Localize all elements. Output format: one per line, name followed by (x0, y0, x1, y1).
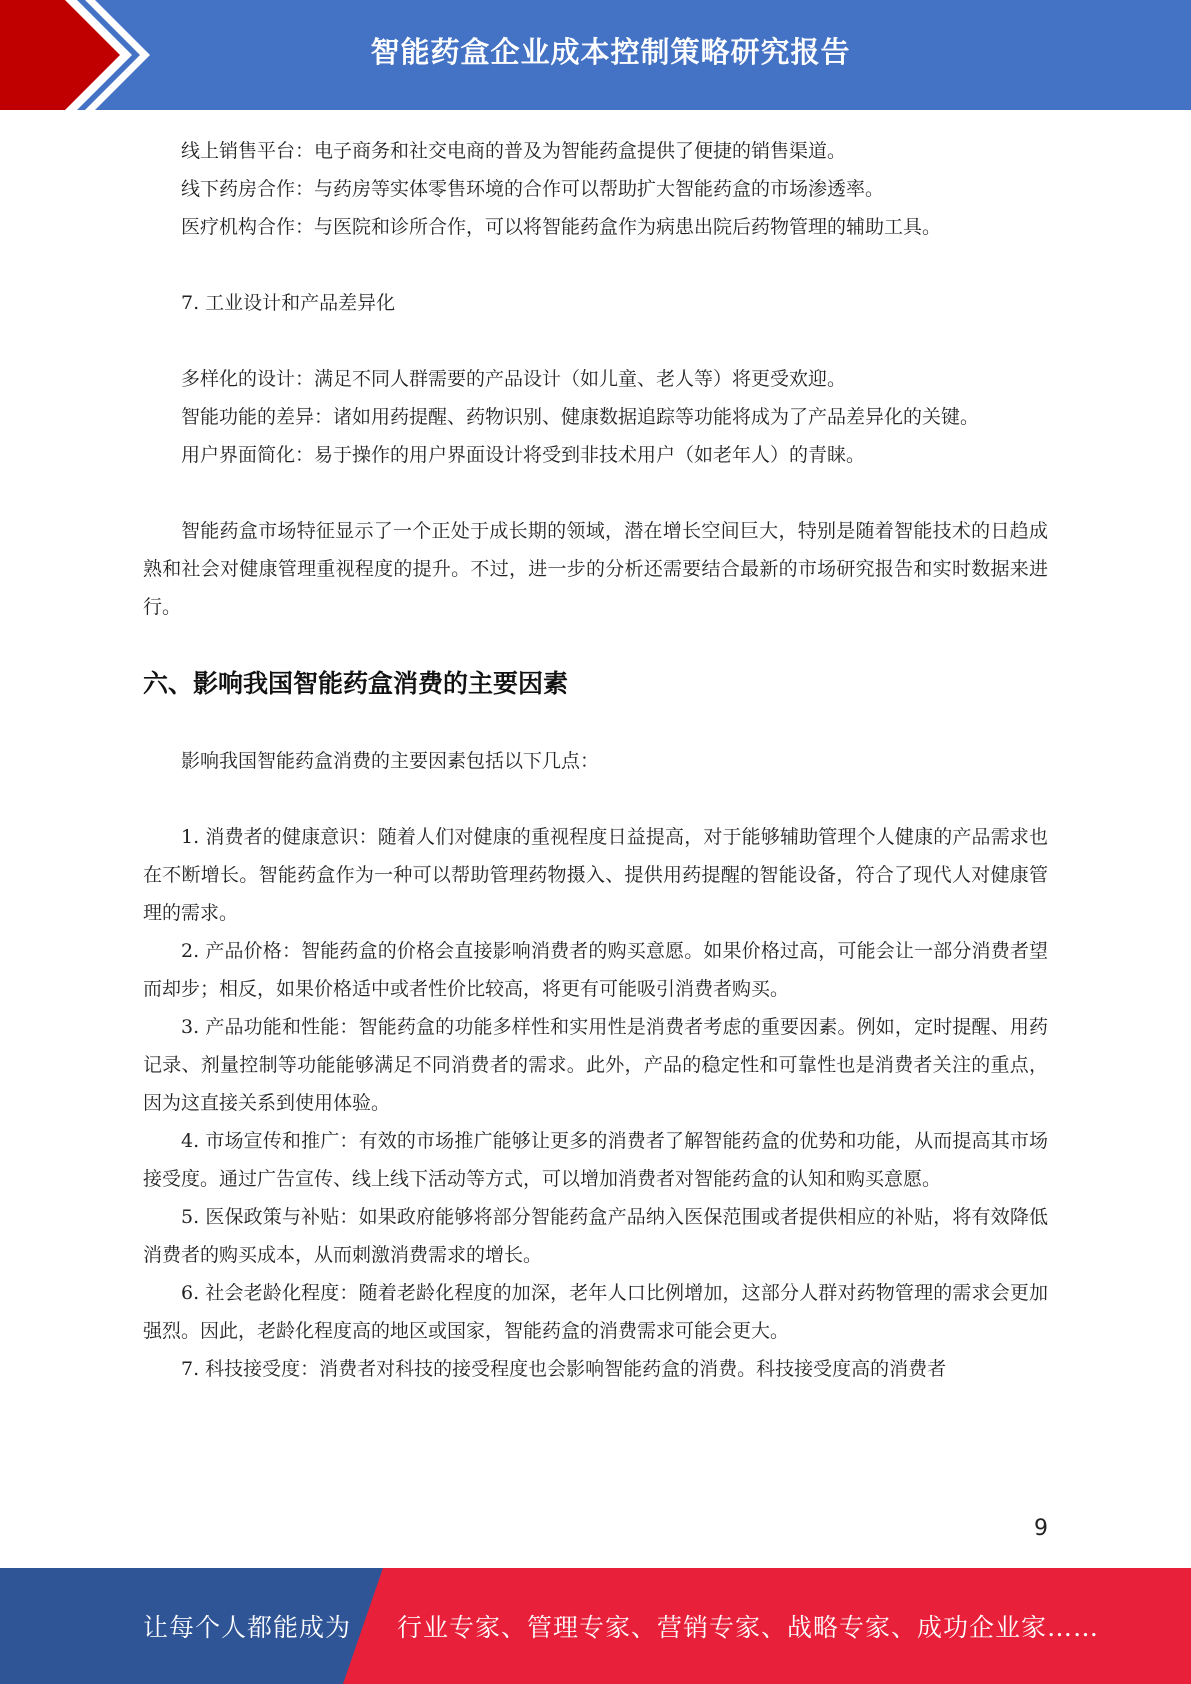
section-intro: 影响我国智能药盒消费的主要因素包括以下几点： (181, 750, 600, 772)
summary-paragraph: 智能药盒市场特征显示了一个正处于成长期的领域，潜在增长空间巨大，特别是随着智能技术的日趋成熟和社会对健康管理重视程度的提升。不过，进一步的分析还需要结合最新的市场研究报告和实时数据来进行。 (143, 520, 1048, 618)
factor-item: 7. 科技接受度：消费者对科技的接受程度也会影响智能药盒的消费。科技接受度高的消费者 (181, 1358, 947, 1380)
paragraph: 智能功能的差异：诸如用药提醒、药物识别、健康数据追踪等功能将成为了产品差异化的关键。 (181, 406, 980, 428)
factor-item: 6. 社会老龄化程度：随着老龄化程度的加深，老年人口比例增加，这部分人群对药物管理的需求会更加强烈。因此，老龄化程度高的地区或国家，智能药盒的消费需求可能会更大。 (143, 1282, 1048, 1342)
page-number: 9 (1034, 1516, 1048, 1541)
footer-slogan-right: 行业专家、管理专家、营销专家、战略专家、成功企业家…… (397, 1613, 1100, 1642)
page-header (0, 0, 1191, 110)
section-heading: 六、影响我国智能药盒消费的主要因素 (143, 669, 569, 698)
factor-item: 2. 产品价格：智能药盒的价格会直接影响消费者的购买意愿。如果价格过高，可能会让一部分消费者望而却步；相反，如果价格适中或者性价比较高，将更有可能吸引消费者购买。 (143, 940, 1048, 1000)
document-title: 智能药盒企业成本控制策略研究报告 (370, 34, 851, 69)
page-footer (0, 1568, 1191, 1684)
numbered-heading: 7. 工业设计和产品差异化 (181, 292, 396, 314)
factor-item: 3. 产品功能和性能：智能药盒的功能多样性和实用性是消费者考虑的重要因素。例如，定时提醒、用药记录、剂量控制等功能能够满足不同消费者的需求。此外，产品的稳定性和可靠性也是消费者关注的重点，因为这直接关系到使用体验。 (143, 1016, 1048, 1114)
paragraph: 用户界面简化：易于操作的用户界面设计将受到非技术用户（如老年人）的青睐。 (181, 444, 866, 466)
factor-item: 5. 医保政策与补贴：如果政府能够将部分智能药盒产品纳入医保范围或者提供相应的补贴，将有效降低消费者的购买成本，从而刺激消费需求的增长。 (143, 1206, 1048, 1266)
factor-item: 1. 消费者的健康意识：随着人们对健康的重视程度日益提高，对于能够辅助管理个人健康的产品需求也在不断增长。智能药盒作为一种可以帮助管理药物摄入、提供用药提醒的智能设备，符合了现代人对健康管理的需求。 (143, 826, 1048, 924)
paragraph: 医疗机构合作：与医院和诊所合作，可以将智能药盒作为病患出院后药物管理的辅助工具。 (181, 216, 942, 238)
paragraph: 线上销售平台：电子商务和社交电商的普及为智能药盒提供了便捷的销售渠道。 (181, 140, 847, 162)
paragraph: 多样化的设计：满足不同人群需要的产品设计（如儿童、老人等）将更受欢迎。 (181, 368, 847, 390)
factor-item: 4. 市场宣传和推广：有效的市场推广能够让更多的消费者了解智能药盒的优势和功能，从而提高其市场接受度。通过广告宣传、线上线下活动等方式，可以增加消费者对智能药盒的认知和购买意愿。 (143, 1130, 1048, 1190)
footer-slogan-left: 让每个人都能成为 (143, 1613, 352, 1642)
paragraph: 线下药房合作：与药房等实体零售环境的合作可以帮助扩大智能药盒的市场渗透率。 (181, 178, 885, 200)
page-content (143, 132, 1048, 1388)
